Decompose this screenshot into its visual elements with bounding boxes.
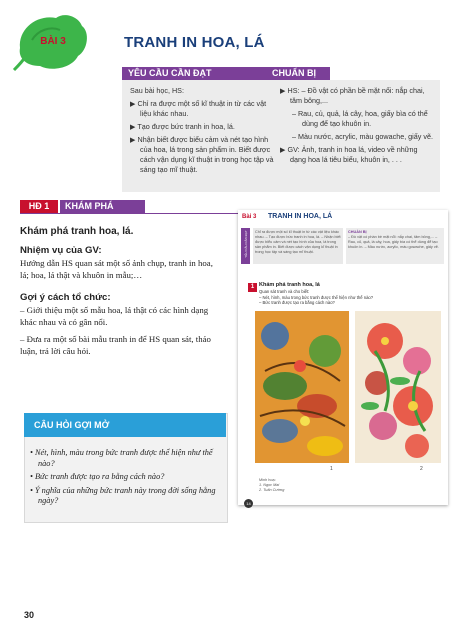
suggest-item: – Đưa ra một số bài mẫu tranh in để HS quan sát, thảo luận, trả lời câu hỏi.	[20, 334, 211, 356]
thumb-side-text: YÊU CẦU CẦN ĐẠT	[244, 230, 248, 258]
preparation-subitem: – Màu nước, acrylic, màu gowache, giấy vẽ.	[292, 132, 433, 141]
thumb-q1: – Nét, hình, màu trong bức tranh được thể hiện như thế nào?	[259, 294, 374, 300]
suggest-item: – Giới thiệu một số mẫu hoa, lá thật có các hình dạng khác nhau và có gân nổi.	[20, 305, 209, 327]
questions-heading: CÂU HỎI GỢI MỞ	[24, 413, 226, 437]
thumb-lesson-title: TRANH IN HOA, LÁ	[268, 213, 333, 220]
thumb-credits	[259, 478, 329, 493]
requirement-item: ▶ Chỉ ra được một số kĩ thuật in từ các vật liệu khác nhau.	[130, 99, 267, 118]
page-number: 30	[24, 610, 35, 620]
question-item: • Nét, hình, màu trong bức tranh được thể hiện như thế nào?	[30, 448, 213, 468]
thumb-preparation	[346, 228, 444, 264]
preparation-hs: ▶ HS: – Đồ vật có phần bề mặt nổi: nắp chai, tăm bông,...	[280, 86, 425, 105]
activity-title: Khám phá tranh hoa, lá.	[20, 226, 134, 237]
preparation-subitem: – Rau, củ, quả, lá cây, hoa, giấy bìa có thể dùng để tạo khuôn in.	[292, 109, 428, 128]
activity-divider	[20, 213, 240, 214]
thumb-explore-questions	[259, 289, 439, 306]
requirements-list	[130, 86, 275, 178]
thumb-credit-1: 1. Ngọc Mai	[259, 483, 280, 487]
suggest-heading: Gợi ý cách tổ chức:	[20, 292, 111, 303]
requirements-tab: YÊU CẦU CẦN ĐẠT	[122, 67, 268, 80]
thumb-requirements: Chỉ ra được một số kĩ thuật in từ các vật liệu khác nhau. – Tạo được bức tranh in hoa, lá. – Nhận biết được biểu cảm và nét tạo hình của hoa, lá trong sản phẩm in. Biết được cách vận dụng kĩ thuật in trong học tập và sáng tạo mĩ thuật.	[253, 228, 343, 264]
flower-print-artwork-1	[255, 311, 349, 463]
requirement-item: ▶ Nhận biết được biểu cảm và nét tạo hình của hoa, lá trong sản phẩm in. Biết được cách vận dụng kĩ thuật in trong học tập và sáng tạo mĩ thuật.	[130, 135, 274, 174]
preparation-list	[280, 86, 435, 168]
thumb-side-label	[241, 228, 250, 264]
activity-label: KHÁM PHÁ	[60, 200, 145, 213]
thumb-q2: – Bức tranh được tạo ra bằng cách nào?	[259, 300, 335, 305]
lesson-title: TRANH IN HOA, LÁ	[124, 34, 265, 51]
activity-tag: HĐ 1	[20, 200, 58, 213]
thumb-lesson-number: Bài 3	[242, 214, 257, 220]
thumb-q-intro: Quan sát tranh và cho biết:	[259, 289, 310, 294]
thumb-section-badge: 1	[248, 283, 257, 292]
flower-print-artwork-2	[355, 311, 441, 463]
preparation-gv: ▶ GV: Ảnh, tranh in hoa lá, video về những dạng hoa lá tiêu biểu, khuôn in, . . .	[280, 145, 418, 164]
thumb-prep-heading: CHUẨN BỊ	[348, 230, 367, 234]
preparation-tab: CHUẨN BỊ	[266, 67, 330, 80]
requirements-intro: Sau bài học, HS:	[130, 86, 184, 95]
thumb-credit-label: Minh hoạ:	[259, 478, 276, 482]
thumb-caption-2: 2	[420, 466, 423, 472]
task-heading: Nhiệm vụ của GV:	[20, 245, 102, 256]
question-item: • Ý nghĩa của những bức tranh này trong đời sống hằng ngày?	[30, 485, 216, 505]
questions-list	[30, 448, 222, 510]
thumb-prep-text: – Đồ vật có phần bề mặt nổi: nắp chai, tăm bông,... – Rau, củ, quả, lá cây, hoa, giấy bìa có thể dùng để tạo khuôn in. – Màu nước, acrylic, màu gowache, giấy vẽ.	[348, 235, 439, 249]
thumb-credit-2: 2. Tuấn Cường	[259, 488, 285, 492]
lesson-number: BÀI 3	[40, 36, 66, 47]
requirement-item: ▶ Tạo được bức tranh in hoa, lá.	[130, 122, 235, 131]
thumb-explore-title: Khám phá tranh hoa, lá	[259, 282, 320, 288]
thumb-caption-1: 1	[330, 466, 333, 472]
question-item: • Bức tranh được tạo ra bằng cách nào?	[30, 472, 165, 481]
task-text: Hướng dẫn HS quan sát một số ảnh chụp, tranh in hoa, lá; hoa, lá thật và khuôn in mẫu;…	[20, 258, 213, 280]
thumb-page-number: 14	[244, 499, 253, 508]
